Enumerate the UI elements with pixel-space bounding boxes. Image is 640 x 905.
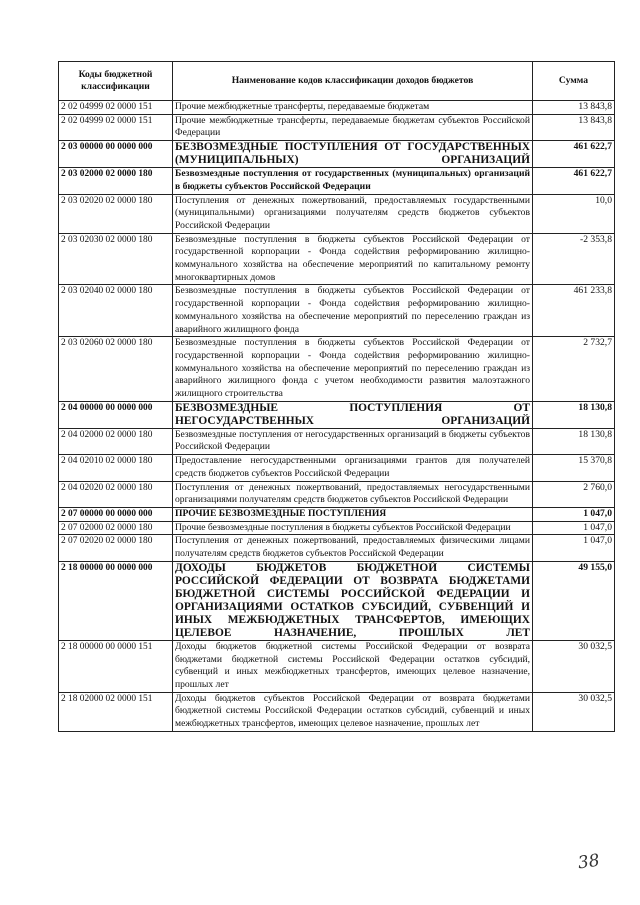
amount-cell: 15 370,8	[533, 455, 615, 481]
header-code: Коды бюджетной классификации	[59, 62, 173, 101]
classification-code-cell: 2 03 02020 02 0000 180	[59, 194, 173, 233]
classification-name-cell: Предоставление негосударственными организациями грантов для получателей средств бюджетов субъектов Российской Федерации	[173, 455, 533, 481]
classification-code-cell: 2 18 00000 00 0000 000	[59, 561, 173, 640]
amount-cell: 18 130,8	[533, 428, 615, 454]
table-row	[59, 481, 615, 507]
table-row	[59, 640, 615, 692]
classification-name-cell: Безвозмездные поступления от государственных (муниципальных) организаций в бюджеты субъектов Российской Федерации	[173, 168, 533, 194]
classification-name-cell: Безвозмездные поступления в бюджеты субъектов Российской Федерации от государственной корпорации - Фонда содействия реформированию жилищно-коммунального хозяйства на обеспечение мероприятий по капитальному ремонту многоквартирных домов	[173, 233, 533, 285]
amount-cell: -2 353,8	[533, 233, 615, 285]
classification-code-cell: 2 07 02020 02 0000 180	[59, 535, 173, 561]
table-row	[59, 561, 615, 640]
classification-name-cell: Доходы бюджетов субъектов Российской Федерации от возврата бюджетами бюджетной системы Российской Федерации остатков субсидий, субвенций и иных межбюджетных трансфертов, имеющих целевое назначение, прошлых лет	[173, 692, 533, 731]
classification-code-cell: 2 18 00000 00 0000 151	[59, 640, 173, 692]
amount-cell: 13 843,8	[533, 114, 615, 140]
table-row	[59, 507, 615, 521]
table-row	[59, 141, 615, 168]
amount-cell: 461 622,7	[533, 141, 615, 168]
classification-name-cell: ПРОЧИЕ БЕЗВОЗМЕЗДНЫЕ ПОСТУПЛЕНИЯ	[173, 507, 533, 521]
page-number: 38	[576, 850, 601, 874]
classification-code-cell: 2 03 02030 02 0000 180	[59, 233, 173, 285]
classification-name-cell: Поступления от денежных пожертвований, предоставляемых физическими лицами получателям средств бюджетов субъектов Российской Федерации	[173, 535, 533, 561]
classification-name-cell: Прочие межбюджетные трансферты, передаваемые бюджетам	[173, 101, 533, 115]
amount-cell: 30 032,5	[533, 640, 615, 692]
classification-code-cell: 2 18 02000 02 0000 151	[59, 692, 173, 731]
classification-code-cell: 2 02 04999 02 0000 151	[59, 101, 173, 115]
classification-name-cell: ДОХОДЫ БЮДЖЕТОВ БЮДЖЕТНОЙ СИСТЕМЫ РОССИЙСКОЙ ФЕДЕРАЦИИ ОТ ВОЗВРАТА БЮДЖЕТАМИ БЮДЖЕТНОЙ СИСТЕМЫ РОССИЙСКОЙ ФЕДЕРАЦИИ И ОРГАНИЗАЦИЯМИ ОСТАТКОВ СУБСИДИЙ, СУБВЕНЦИЙ И ИНЫХ МЕЖБЮДЖЕТНЫХ ТРАНСФЕРТОВ, ИМЕЮЩИХ ЦЕЛЕВОЕ НАЗНАЧЕНИЕ, ПРОШЛЫХ ЛЕТ	[173, 561, 533, 640]
table-row	[59, 455, 615, 481]
amount-cell: 18 130,8	[533, 401, 615, 428]
table-row	[59, 521, 615, 535]
amount-cell: 13 843,8	[533, 101, 615, 115]
classification-code-cell: 2 04 02010 02 0000 180	[59, 455, 173, 481]
table-row	[59, 535, 615, 561]
table-row	[59, 285, 615, 337]
classification-code-cell: 2 07 02000 02 0000 180	[59, 521, 173, 535]
table-row	[59, 692, 615, 731]
table-row	[59, 101, 615, 115]
amount-cell: 1 047,0	[533, 535, 615, 561]
header-sum: Сумма	[533, 62, 615, 101]
table-row	[59, 233, 615, 285]
classification-name-cell: Прочие межбюджетные трансферты, передаваемые бюджетам субъектов Российской Федерации	[173, 114, 533, 140]
classification-name-cell: Прочие безвозмездные поступления в бюджеты субъектов Российской Федерации	[173, 521, 533, 535]
classification-code-cell: 2 03 00000 00 0000 000	[59, 141, 173, 168]
classification-code-cell: 2 03 02040 02 0000 180	[59, 285, 173, 337]
classification-code-cell: 2 02 04999 02 0000 151	[59, 114, 173, 140]
table-row	[59, 428, 615, 454]
amount-cell: 10,0	[533, 194, 615, 233]
amount-cell: 1 047,0	[533, 507, 615, 521]
amount-cell: 2 732,7	[533, 337, 615, 402]
classification-name-cell: Доходы бюджетов бюджетной системы Российской Федерации от возврата бюджетами бюджетной системы Российской Федерации остатков субсидий, субвенций и иных межбюджетных трансфертов, имеющих целевое назначение, прошлых лет	[173, 640, 533, 692]
table-row	[59, 168, 615, 194]
amount-cell: 461 233,8	[533, 285, 615, 337]
classification-code-cell: 2 03 02000 02 0000 180	[59, 168, 173, 194]
amount-cell: 461 622,7	[533, 168, 615, 194]
classification-name-cell: Безвозмездные поступления от негосударственных организаций в бюджеты субъектов Российской Федерации	[173, 428, 533, 454]
classification-name-cell: Поступления от денежных пожертвований, предоставляемых негосударственными организациями получателям средств бюджетов субъектов Российской Федерации	[173, 481, 533, 507]
classification-code-cell: 2 04 02020 02 0000 180	[59, 481, 173, 507]
classification-code-cell: 2 07 00000 00 0000 000	[59, 507, 173, 521]
classification-name-cell: Безвозмездные поступления в бюджеты субъектов Российской Федерации от государственной корпорации - Фонда содействия реформированию жилищно-коммунального хозяйства на обеспечение мероприятий по переселению граждан из аварийного жилищного фонда	[173, 285, 533, 337]
header-row	[59, 62, 615, 101]
table-row	[59, 114, 615, 140]
classification-name-cell: БЕЗВОЗМЕЗДНЫЕ ПОСТУПЛЕНИЯ ОТ НЕГОСУДАРСТВЕННЫХ ОРГАНИЗАЦИЙ	[173, 401, 533, 428]
amount-cell: 49 155,0	[533, 561, 615, 640]
classification-name-cell: БЕЗВОЗМЕЗДНЫЕ ПОСТУПЛЕНИЯ ОТ ГОСУДАРСТВЕННЫХ (МУНИЦИПАЛЬНЫХ) ОРГАНИЗАЦИЙ	[173, 141, 533, 168]
header-name: Наименование кодов классификации доходов бюджетов	[173, 62, 533, 101]
amount-cell: 30 032,5	[533, 692, 615, 731]
classification-name-cell: Безвозмездные поступления в бюджеты субъектов Российской Федерации от государственной корпорации - Фонда содействия реформированию жилищно-коммунального хозяйства на обеспечение мероприятий по переселению граждан из аварийного жилищного фонда с учетом необходимости развития малоэтажного жилищного строительства	[173, 337, 533, 402]
budget-revenue-table	[58, 61, 615, 732]
classification-name-cell: Поступления от денежных пожертвований, предоставляемых государственными (муниципальными) организациями получателям средств бюджетов субъектов Российской Федерации	[173, 194, 533, 233]
classification-code-cell: 2 04 00000 00 0000 000	[59, 401, 173, 428]
table-row	[59, 401, 615, 428]
amount-cell: 2 760,0	[533, 481, 615, 507]
table-row	[59, 194, 615, 233]
table-row	[59, 337, 615, 402]
amount-cell: 1 047,0	[533, 521, 615, 535]
classification-code-cell: 2 04 02000 02 0000 180	[59, 428, 173, 454]
classification-code-cell: 2 03 02060 02 0000 180	[59, 337, 173, 402]
table-body	[59, 101, 615, 732]
